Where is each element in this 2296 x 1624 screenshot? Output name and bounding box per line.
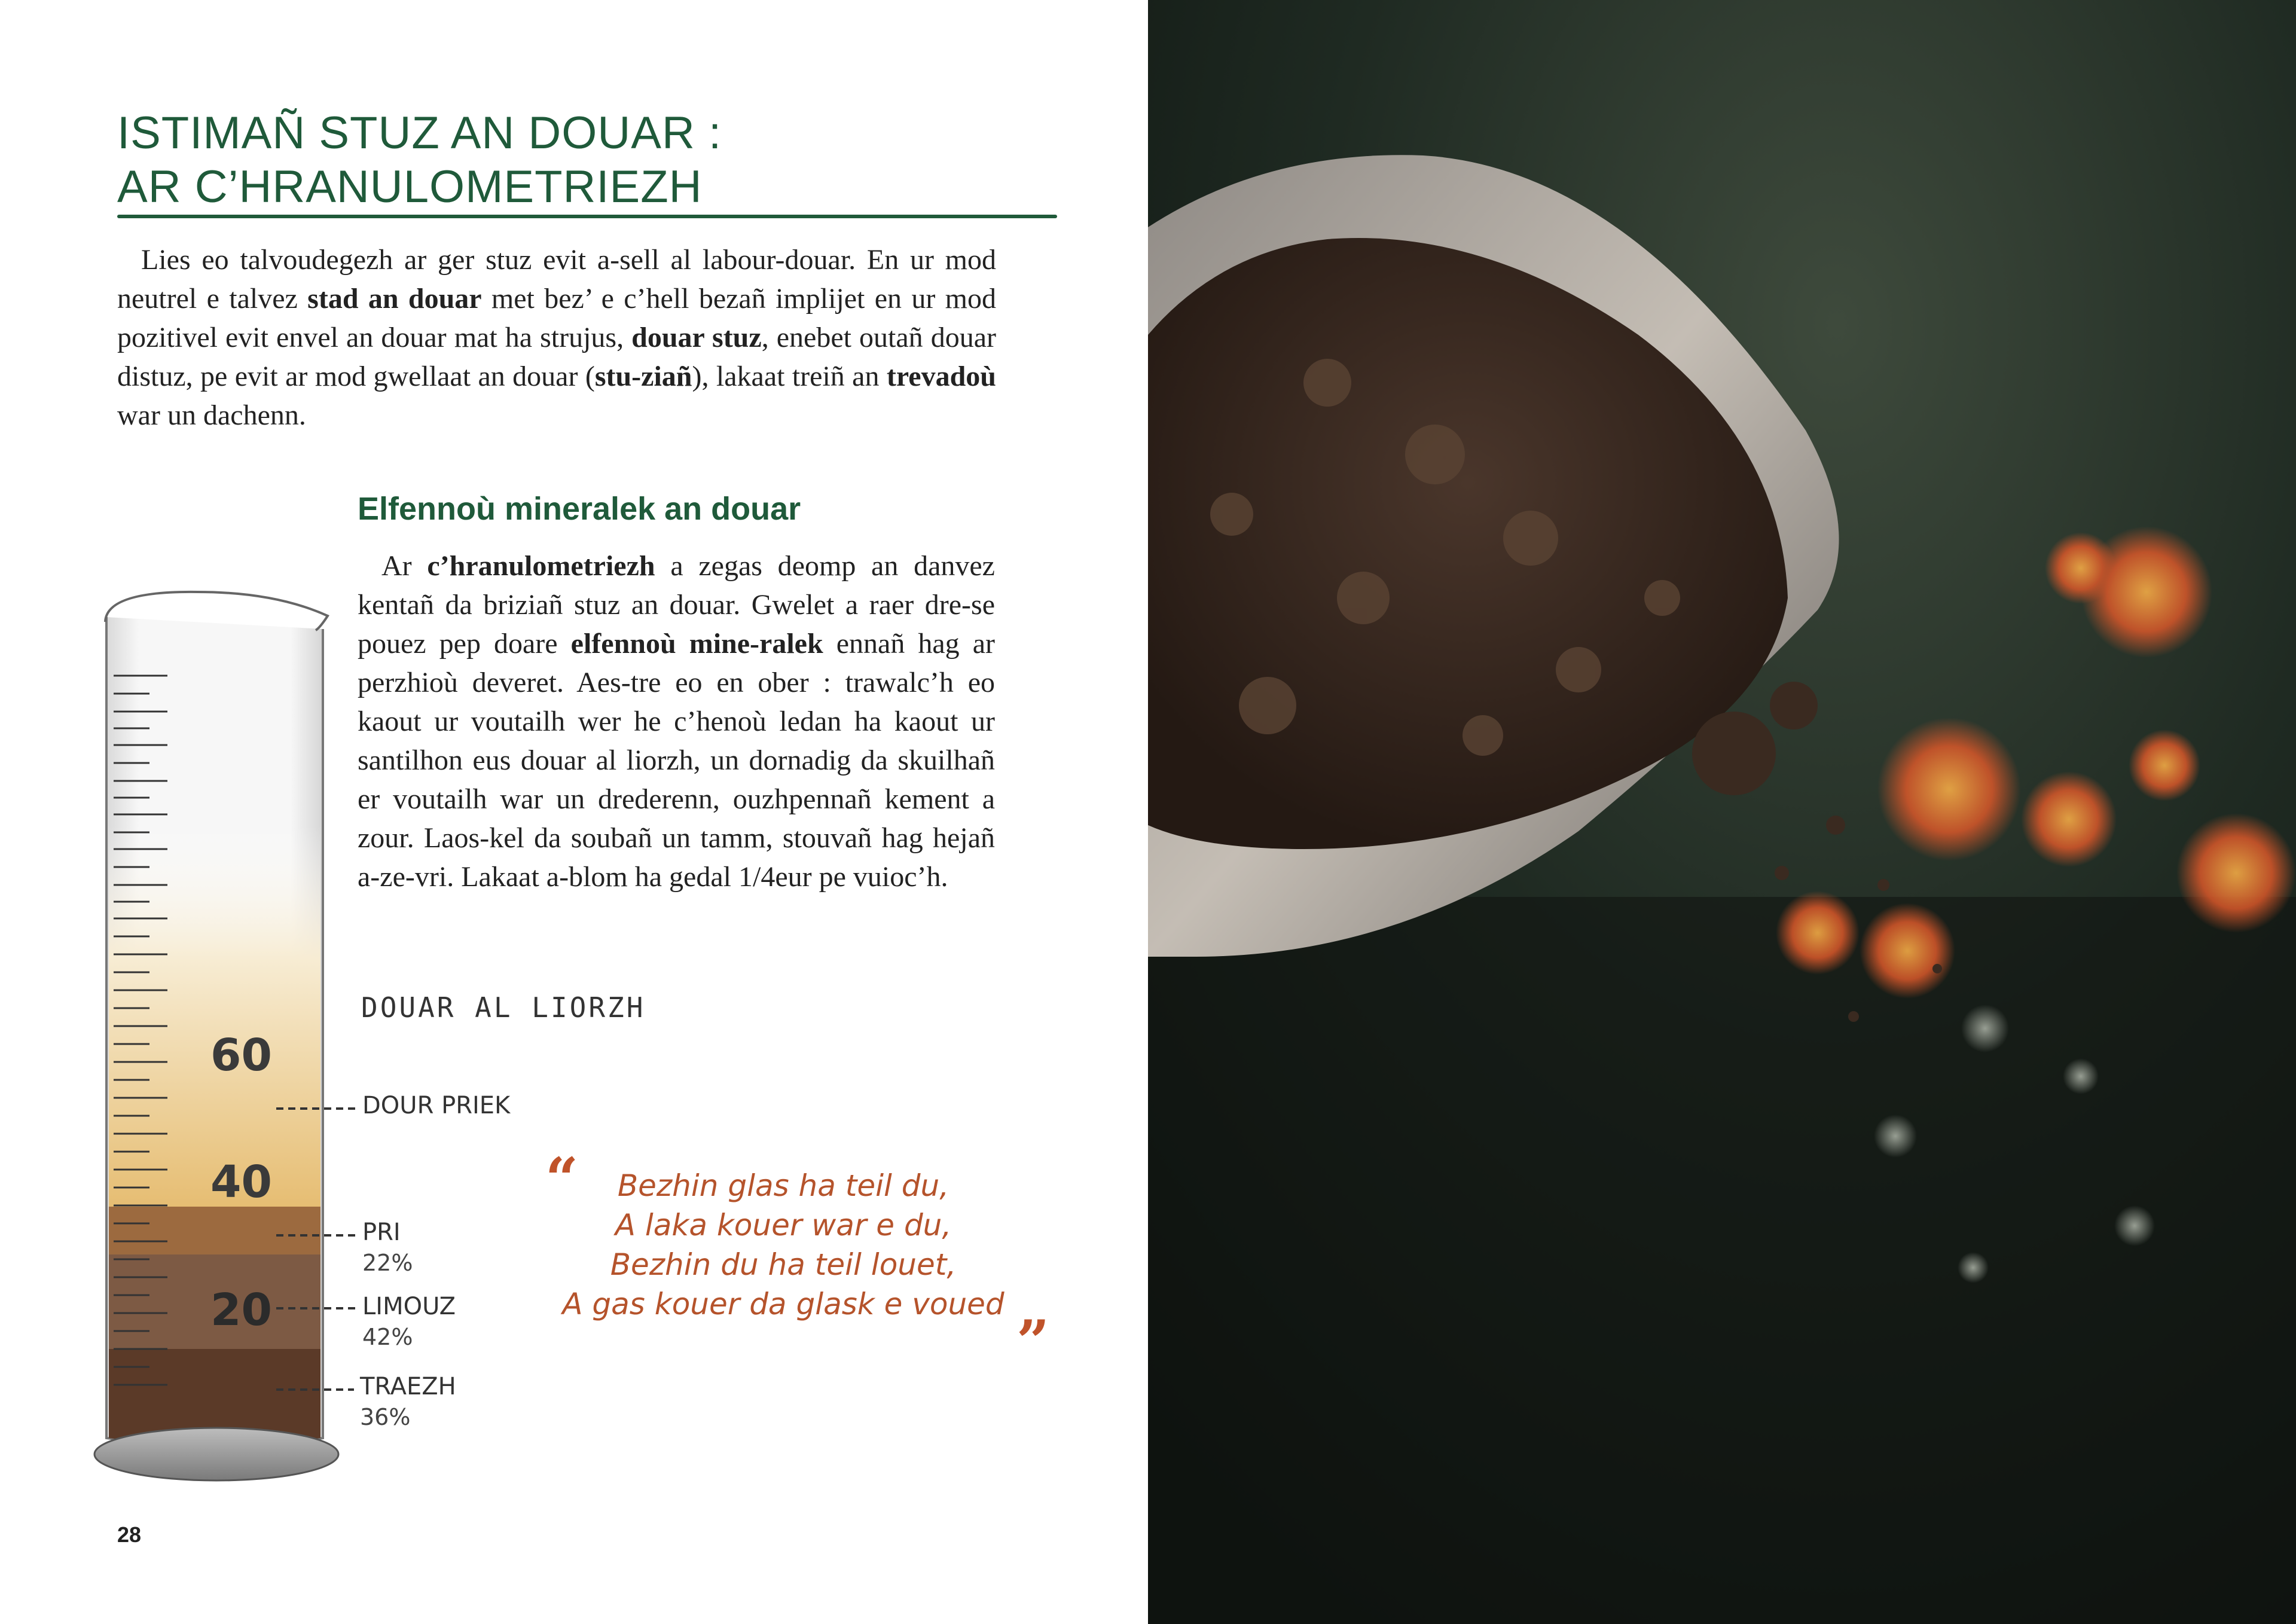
- bold-term: stad an douar: [307, 283, 482, 315]
- label-pri: [362, 1219, 413, 1276]
- body-paragraph: [358, 547, 995, 896]
- text-run: Lies eo talvoudegezh ar ger stuz evit a-sell al labour-douar. En ur mod neutrel e talvez: [117, 244, 996, 315]
- title-line-2: AR C’HRANULOMETRIEZH: [117, 161, 703, 212]
- bold-term: stu-ziañ: [594, 361, 692, 392]
- title-line-1: ISTIMAÑ STUZ AN DOUAR :: [117, 108, 722, 158]
- layer-name: PRI: [362, 1219, 401, 1246]
- page-number: 28: [117, 1522, 142, 1547]
- photo-illustration: [1148, 0, 2296, 1624]
- scale-label-60: 60: [210, 1030, 272, 1081]
- graduated-cylinder-illustration: [0, 0, 371, 1531]
- text-run: a zegas deomp an danvez kentañ da briziañ stuz an douar. Gwelet a raer dre-se pouez pep doare: [358, 550, 995, 660]
- scale-label-40: 40: [210, 1156, 272, 1208]
- layer-name: LIMOUZ: [362, 1293, 456, 1320]
- quote-line-2: A laka kouer war e du,: [615, 1208, 952, 1243]
- text-run: ennañ hag ar perzhioù deveret. Aes-tre eo en ober : trawalc’h eo kaout ur voutailh wer he c’henoù ledan ha kaout ur santilhon eus douar al liorzh, un dornadig da skuilhañ er voutailh war un drederenn, ouzhpennañ kement a zour. Laos-kel da soubañ un tamm, stouvañ hag hejañ a-ze-vri. Lakaat a-blom ha gedal 1/4eur pe vuioc’h.: [358, 628, 996, 893]
- bold-term: c’hranulometriezh: [427, 550, 655, 582]
- layer-name: TRAEZH: [360, 1373, 456, 1400]
- quote-line-3: Bezhin du ha teil louet,: [610, 1247, 957, 1282]
- section-heading: Elfennoù mineralek an douar: [358, 491, 801, 527]
- layer-dour-priek: [109, 825, 320, 1208]
- label-dour-priek: [362, 1092, 510, 1119]
- bold-term: elfennoù mine-ralek: [570, 628, 823, 660]
- bold-term: douar stuz: [631, 322, 762, 353]
- text-run: ), lakaat treiñ an: [692, 361, 887, 392]
- quote-line-1: Bezhin glas ha teil du,: [617, 1168, 949, 1203]
- text-run: war un dachenn.: [117, 399, 306, 431]
- cylinder-base: [94, 1428, 338, 1480]
- layer-pri: [109, 1207, 320, 1256]
- quote-line-4: A gas kouer da glask e voued: [562, 1287, 1004, 1321]
- label-traezh: [360, 1373, 456, 1430]
- layer-percent: 22%: [362, 1250, 413, 1276]
- layer-percent: 42%: [362, 1324, 413, 1350]
- scale-label-20: 20: [210, 1284, 272, 1336]
- layer-name: DOUR PRIEK: [362, 1092, 511, 1119]
- bold-term: trevadoù: [886, 361, 996, 392]
- text-run: Ar: [381, 550, 428, 582]
- trowel-soil-photo: [1148, 0, 2296, 1624]
- proverb-quote: [538, 1166, 1028, 1324]
- layer-percent: 36%: [360, 1404, 411, 1430]
- text-run: met bez’ e c’hell bezañ implijet en ur mod pozitivel evit envel an douar mat ha strujus,: [117, 283, 997, 353]
- close-quote-mark: ”: [1016, 1308, 1050, 1375]
- diagram-title: DOUAR AL LIORZH: [361, 991, 646, 1024]
- label-limouz: [362, 1293, 456, 1350]
- open-quote-mark: “: [545, 1145, 579, 1213]
- text-run: , enebet outañ douar distuz, pe evit ar mod gwellaat an douar (: [117, 322, 997, 392]
